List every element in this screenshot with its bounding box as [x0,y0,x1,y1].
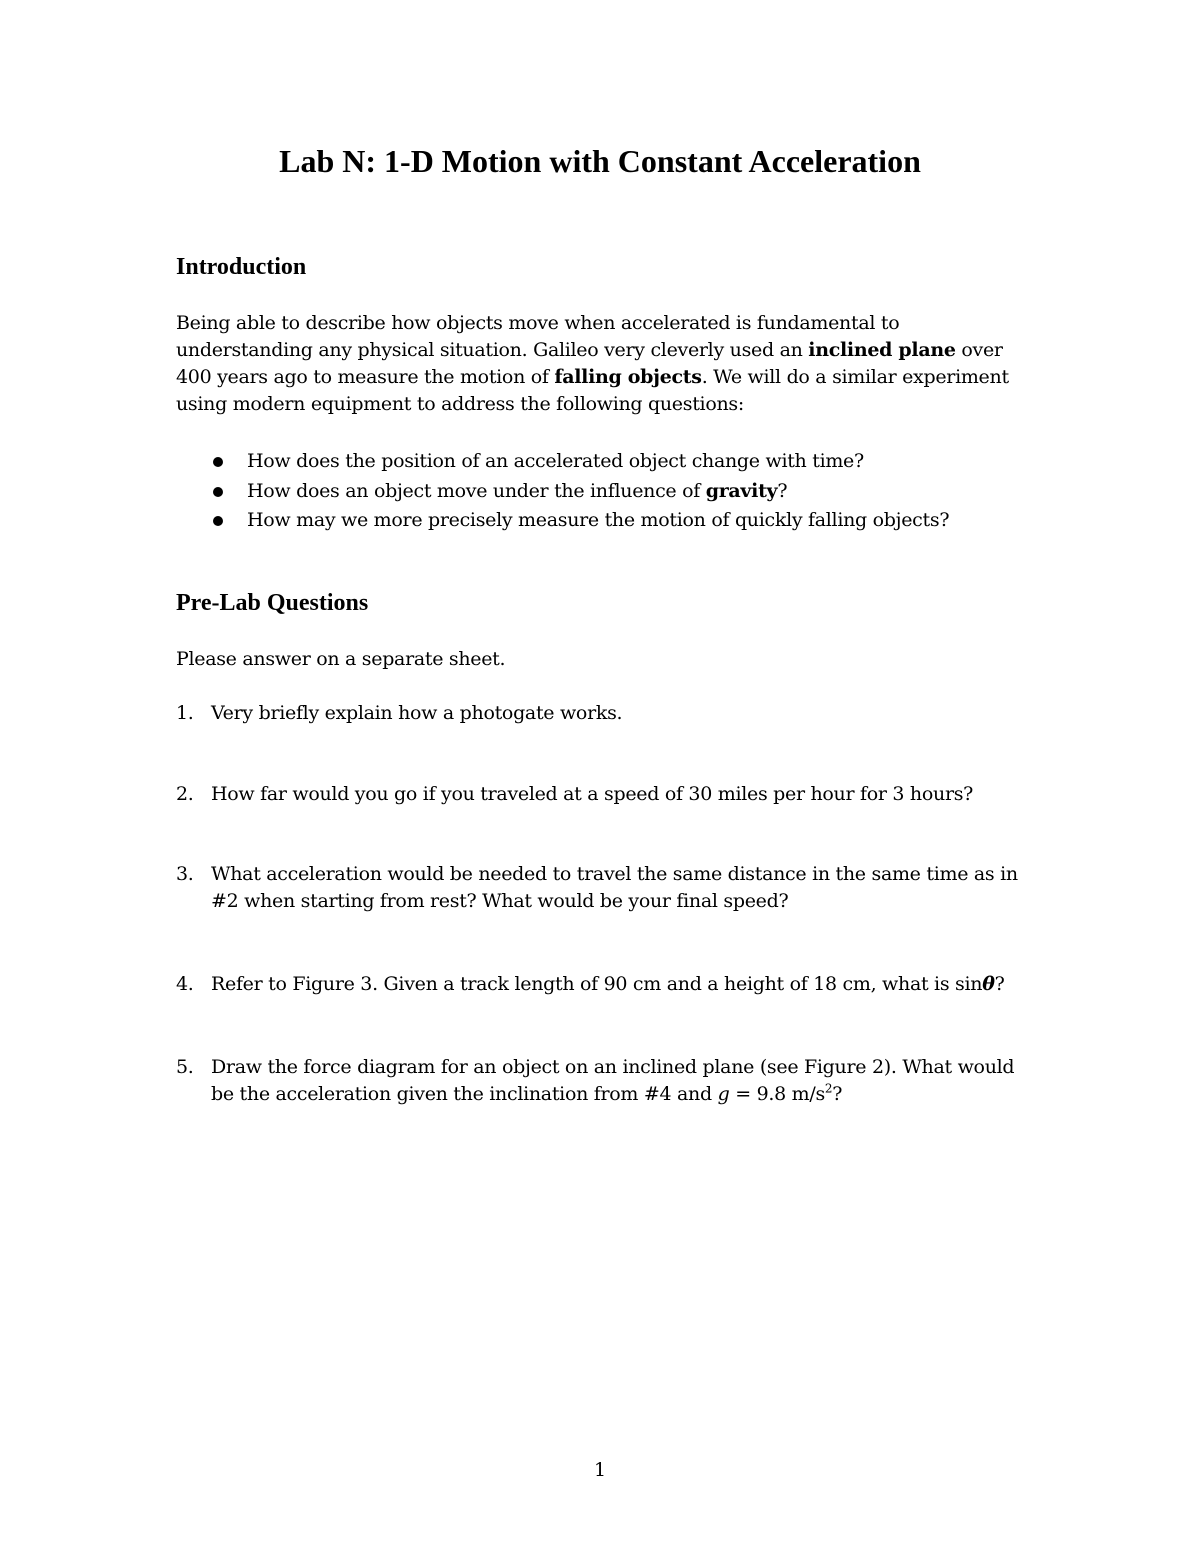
bullet-icon [213,487,223,497]
bullet-bold-gravity: gravity [705,479,778,502]
bullet-text-pre: How does an object move under the influence of [247,479,706,502]
question-text [211,1054,1041,1108]
question-text-mid: = 9.8 m/s [729,1083,825,1105]
bullet-text [247,477,787,507]
bullet-text-post: ? [777,479,788,502]
introduction-heading: Introduction [176,254,307,280]
theta-symbol: θ [982,973,995,995]
intro-text-2: over 400 years ago to measure the motion of [176,339,1003,388]
page-number: 1 [593,1459,607,1481]
question-number: 1. [176,702,194,724]
introduction-paragraph [176,310,1036,418]
intro-bold-inclined-plane: inclined plane [808,339,956,361]
question-text-pre: Refer to Figure 3. Given a track length of 90 cm and a height of 18 cm, what is sin [211,973,983,995]
squared-superscript: 2 [824,1081,833,1096]
question-text-pre: Draw the force diagram for an object on an inclined plane (see Figure 2). What would be the acceleration given the inclination from #4 and [211,1056,1015,1105]
question-text-post: ? [832,1083,843,1105]
intro-text-1: Being able to describe how objects move when accelerated is fundamental to understanding any physical situation. Galileo very cleverly used an [176,312,900,361]
prelab-instruction: Please answer on a separate sheet. [176,648,506,670]
question-number: 2. [176,783,194,805]
bullet-icon [213,516,223,526]
bullet-text: How may we more precisely measure the motion of quickly falling objects? [247,509,950,531]
question-text-post: ? [994,973,1005,995]
intro-bold-falling-objects: falling objects [554,366,702,388]
question-number: 3. [176,863,194,885]
question-text: Very briefly explain how a photogate works. [211,702,623,724]
prelab-heading: Pre-Lab Questions [176,590,369,616]
bullet-text: How does the position of an accelerated object change with time? [247,450,864,472]
question-text: How far would you go if you traveled at a speed of 30 miles per hour for 3 hours? [211,783,974,805]
question-number: 4. [176,973,194,995]
bullet-icon [213,457,223,467]
question-text [211,971,1041,998]
g-variable: g [717,1083,730,1105]
intro-text-3: . We will do a similar experiment using modern equipment to address the following questions: [176,366,1009,415]
page-title: Lab N: 1-D Motion with Constant Acceleration [279,143,921,179]
question-text: What acceleration would be needed to travel the same distance in the same time as in #2 when starting from rest? What would be your final speed? [211,863,1018,912]
question-number: 5. [176,1056,194,1078]
